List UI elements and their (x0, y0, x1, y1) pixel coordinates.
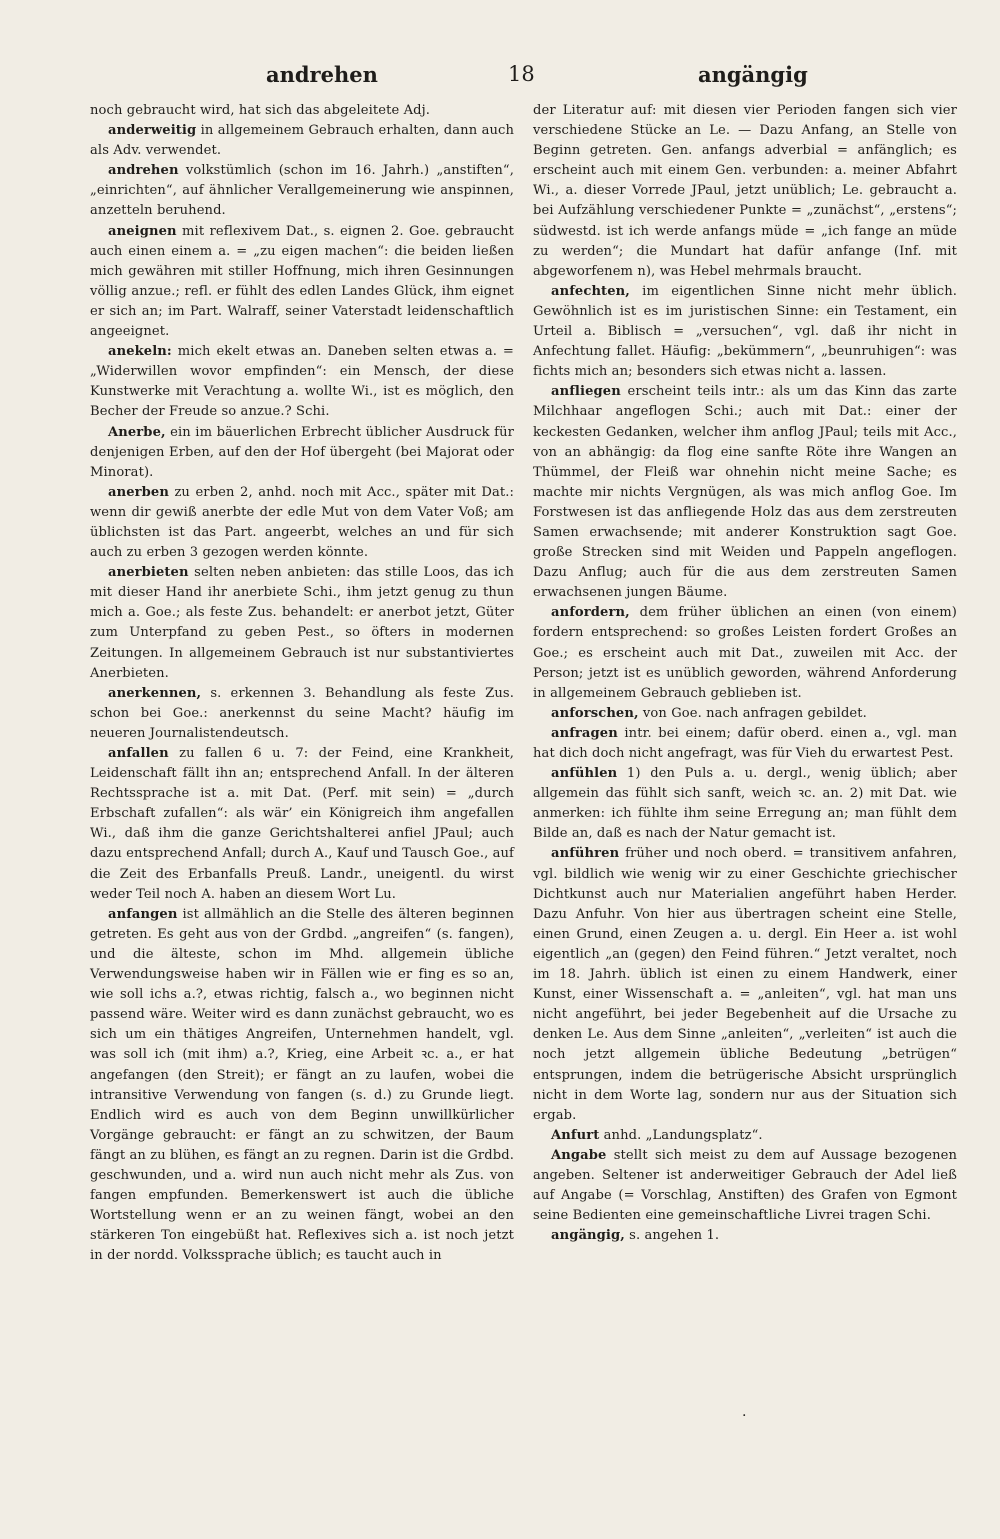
entry-headword: anfordern, (551, 605, 630, 621)
entry-headword: anderweitig (108, 123, 197, 139)
entry-headword: anfechten, (551, 283, 630, 299)
entry-headword: anekeln: (108, 344, 172, 360)
entry-headword: Angabe (551, 1147, 607, 1163)
entry-headword: anführen (551, 846, 620, 862)
entry-text: volkstümlich (schon im 16. Jahrh.) „anstiften“, „einrichten“, auf ähnlicher Verallgemeinerung wie anspinnen, anzetteln beruhend. (90, 163, 514, 219)
entry-text: zu fallen 6 u. 7: der Feind, eine Krankheit, Leidenschaft fällt ihn an; entsprechend Anfall. In der älteren Rechtssprache ist a. mit Dat. (Perf. mit sein) = „durch Erbschaft zufallen“: als wär’ ein Königreich ihm angefallen Wi., daß ihm die ganze Gerichtshalterei anfiel JPaul; auch dazu entsprechend Anfall; durch A., Kauf und Tausch Goe., auf die Zeit des Erbanfalls Preuß. Landr., uneigentl. du wirst weder Teil noch A. haben an diesem Wort Lu. (90, 746, 514, 902)
entry-text: s. angehen 1. (624, 1228, 720, 1244)
dictionary-entry (533, 101, 957, 282)
entry-headword: angängig, (551, 1228, 625, 1244)
entry-text: intr. bei einem; dafür oberd. einen a., vgl. man hat dich doch nicht angefragt, was für Vieh du erwartest Pest. (533, 725, 957, 761)
dictionary-entry (90, 563, 514, 684)
dictionary-entry (90, 744, 514, 905)
entry-headword: anerkennen, (108, 685, 202, 701)
entry-text: stellt sich meist zu dem auf Aussage bezogenen angeben. Seltener ist anderweitiger Gebrauch der Adel ließ auf Angabe (= Vorschlag, Anstiften) des Grafen von Egmont seine Bedienten eine gemeinschaftliche Livrei tragen Schi. (533, 1147, 957, 1224)
entry-text: 1) den Puls a. u. dergl., wenig üblich; aber allgemein das fühlt sich sanft, weich ꝛc. an. 2) mit Dat. wie anmerken: ich fühlte ihm seine Erregung an; man fühlt dem Bilde an, daß es nach der Natur gemacht ist. (533, 766, 957, 842)
dictionary-entry (533, 282, 957, 382)
header-right-catchword: angängig (698, 62, 808, 87)
dictionary-entry (533, 704, 957, 724)
dictionary-entry (533, 1146, 957, 1226)
entry-headword: Anfurt (551, 1127, 600, 1143)
entry-headword: anforschen, (551, 705, 639, 721)
entry-text: dem früher üblichen an einen (von einem) fordern entsprechend: so großes Leisten fordert Großes an Goe.; es erscheint auch mit Dat., zuweilen mit Acc. der Person; jetzt ist es unüblich geworden, während Anforderung in allgemeinem Gebrauch geblieben ist. (533, 605, 957, 701)
dictionary-entry (90, 684, 514, 744)
running-header (86, 56, 928, 92)
entry-text: erscheint teils intr.: als um das Kinn das zarte Milchhaar angeflogen Schi.; auch mit Dat.: einer der keckesten Gedanken, welcher ihm anflog JPaul; teils mit Acc., von an abhängig: da flog eine sanfte Röte ihre Wangen an Thümmel, der Fleiß war ohnehin nicht meine Sache; es machte mir nichts Vergnügen, als was mich anflog Goe. Im Forstwesen ist das anfliegende Holz das aus dem zerstreuten Samen erwachsende; mit anderer Konstruktion sagt Goe. große Strecken sind mit Weiden und Pappeln angeflogen. Dazu Anflug; auch für die aus dem zerstreuten Samen erwachsenen jungen Bäume. (533, 384, 957, 601)
entry-headword: anerben (108, 484, 169, 500)
left-column (90, 101, 514, 1266)
dictionary-entry (533, 382, 957, 603)
entry-headword: aneignen (108, 223, 177, 239)
entry-text: von Goe. nach anfragen gebildet. (638, 705, 867, 721)
entry-text: zu erben 2, anhd. noch mit Acc., später mit Dat.: wenn dir gewiß anerbte der edle Mut von dem Vater Voß; am üblichsten ist das Part. angeerbt, welches an und für sich auch zu erben 3 gezogen werden könnte. (90, 484, 514, 561)
footer-mark: . (742, 1404, 747, 1420)
dictionary-entry (90, 905, 514, 1267)
dictionary-entry (533, 1226, 957, 1246)
entry-text: noch gebraucht wird, hat sich das abgeleitete Adj. (90, 103, 431, 118)
entry-text: mit reflexivem Dat., s. eignen 2. Goe. gebraucht auch einen einem a. = „zu eigen machen“: die beiden ließen mich gewähren mit stiller Hoffnung, mich ihren Gesinnungen völlig anzue.; refl. er fühlt des edlen Landes Glück, ihm eignet er sich an; im Part. Walraff, seiner Vaterstadt leidenschaftlich angeeignet. (90, 223, 514, 340)
entry-text: ein im bäuerlichen Erbrecht üblicher Ausdruck für denjenigen Erben, auf den der Hof übergeht (bei Majorat oder Minorat). (90, 424, 514, 480)
entry-headword: andrehen (108, 163, 179, 179)
entry-text: s. erkennen 3. Behandlung als feste Zus. schon bei Goe.: anerkennst du seine Macht? häufig im neueren Journalistendeutsch. (90, 685, 514, 741)
dictionary-entry (90, 161, 514, 221)
entry-text: anhd. „Landungsplatz“. (599, 1127, 763, 1143)
dictionary-entry (533, 724, 957, 764)
entry-headword: Anerbe, (108, 424, 166, 440)
entry-text: selten neben anbieten: das stille Loos, das ich mit dieser Hand ihr anerbiete Schi., ihm jetzt genug zu thun mich a. Goe.; als feste Zus. behandelt: er anerbot jetzt, Güter zum Unterpfand zu geben Pest., so öfters in modernen Zeitungen. In allgemeinem Gebrauch ist nur substantiviertes Anerbieten. (90, 565, 514, 681)
entry-headword: anfliegen (551, 384, 621, 400)
dictionary-entry (90, 121, 514, 161)
entry-text: mich ekelt etwas an. Daneben selten etwas a. = „Widerwillen wovor empfinden“: ein Mensch, der diese Kunstwerke mit Verachtung a. wollte Wi., ist es möglich, den Becher der Freude so anzue.? Schi. (90, 344, 514, 420)
dictionary-entry (90, 222, 514, 343)
page-number: 18 (508, 62, 535, 86)
dictionary-entry (90, 342, 514, 422)
dictionary-entry (533, 1126, 957, 1146)
dictionary-entry (533, 844, 957, 1125)
dictionary-entry (90, 101, 514, 121)
right-column (533, 101, 957, 1246)
entry-headword: anerbieten (108, 565, 189, 581)
dictionary-entry (533, 603, 957, 703)
entry-text: im eigentlichen Sinne nicht mehr üblich. Gewöhnlich ist es im juristischen Sinne: ein Testament, ein Urteil a. Biblisch = „versuchen“, vgl. daß ihr nicht in Anfechtung fallet. Häufig: „bekümmern“, „beunruhigen“: was fichts mich an; besonders sich etwas nicht a. lassen. (533, 283, 957, 380)
entry-text: ist allmählich an die Stelle des älteren beginnen getreten. Es geht aus von der Grdbd. „angreifen“ (s. fangen), und die älteste, schon im Mhd. allgemein übliche Verwendungsweise haben wir in Fällen wie er fing es so an, wie soll ichs a.?, etwas richtig, falsch a., wo beginnen nicht passend wäre. Weiter wird es dann zunächst gebraucht, wo es sich um ein thätiges Angreifen, Unternehmen handelt, vgl. was soll ich (mit ihm) a.?, Krieg, eine Arbeit ꝛc. a., er hat angefangen (den Streit); er fängt an zu laufen, wobei die intransitive Verwendung von fangen (s. d.) zu Grunde liegt. Endlich wird es auch von dem Beginn unwillkürlicher Vorgänge gebraucht: er fängt an zu schwitzen, der Baum fängt an zu blühen, es fängt an zu regnen. Darin ist die Grdbd. geschwunden, und a. wird nun auch nicht mehr als Zus. von fangen empfunden. Bemerkenswert ist auch die übliche Wortstellung wenn er an zu weinen fängt, wobei an den stärkeren Ton eingebüßt hat. Reflexives sich a. ist noch jetzt in der nordd. Volkssprache üblich; es taucht auch in (90, 906, 514, 1264)
entry-headword: anfragen (551, 725, 618, 741)
entry-text: früher und noch oberd. = transitivem anfahren, vgl. bildlich wie wenig wir zu einer Geschichte griechischer Dichtkunst auch nur Materialien angeführt haben Herder. Dazu Anfuhr. Von hier aus übertragen scheint eine Stelle, einen Grund, einen Zeugen a. u. dergl. Ein Heer a. ist wohl eigentlich „an (gegen) den Feind führen.“ Jetzt veraltet, noch im 18. Jahrh. üblich ist einen zu einem Handwerk, einer Kunst, einer Wissenschaft a. = „anleiten“, vgl. hat man uns nicht angeführt, bei jeder Begebenheit auf die Ursache zu denken Le. Aus dem Sinne „anleiten“, „verleiten“ ist auch die noch jetzt allgemein übliche Bedeutung „betrügen“ entsprungen, indem die betrügerische Absicht ursprünglich nicht in dem Worte lag, sondern nur aus der Situation sich ergab. (533, 846, 957, 1123)
dictionary-entry (533, 764, 957, 844)
entry-headword: anfangen (108, 906, 178, 922)
entry-headword: anfallen (108, 746, 169, 761)
entry-text: in allgemeinem Gebrauch erhalten, dann auch als Adv. verwendet. (90, 123, 514, 159)
entry-headword: anfühlen (551, 766, 618, 782)
entry-text: der Literatur auf: mit diesen vier Perioden fangen sich vier verschiedene Stücke an Le. — Dazu Anfang, an Stelle von Beginn getreten. Gen. anfangs adverbial = anfänglich; es erscheint auch mit einem Gen. verbunden: a. meiner Abfahrt Wi., a. dieser Vorrede JPaul, jetzt unüblich; Le. gebraucht a. bei Aufzählung verschiedener Punkte = „zunächst“, „erstens“; südwestd. ist ich werde anfangs müde = „ich fange an müde zu werden“; die Mundart hat dafür anfange (Inf. mit abgeworfenem n), was Hebel mehrmals braucht. (533, 103, 957, 279)
header-left-catchword: andrehen (266, 62, 378, 87)
dictionary-entry (90, 423, 514, 483)
dictionary-entry (90, 483, 514, 563)
